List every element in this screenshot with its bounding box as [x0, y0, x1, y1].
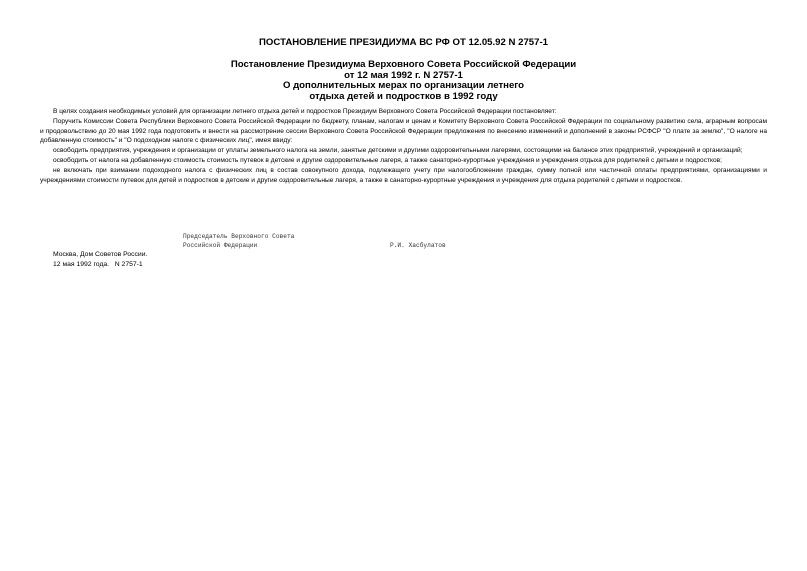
- resolution-subject-line-2: отдыха детей и подростков в 1992 году: [309, 90, 498, 102]
- document-body: [40, 107, 767, 185]
- document-title: ПОСТАНОВЛЕНИЕ ПРЕЗИДИУМА ВС РФ ОТ 12.05.92 N 2757-1: [259, 37, 548, 48]
- body-paragraph-income-tax: не включать при взимании подоходного налога с физических лиц в состав совокупного дохода, подлежащего учету при налогообложении граждан, сумму полной или частичной оплаты предприятиями, организациями и учреждениями стоимости путевок для детей и подростков в детские и другие оздоровительные лагеря, а также в санаторно-курортные учреждения и учреждения для отдыха родителей с детьми и подростков.: [40, 166, 767, 184]
- resolution-issuer: Постановление Президиума Верховного Совета Российской Федерации: [230, 59, 577, 70]
- signatory-title-line-1: Председатель Верховного Совета: [183, 233, 295, 240]
- signatory-name: Р.И. Хасбулатов: [390, 242, 446, 249]
- resolution-subject-line-1: О дополнительных мерах по организации летнего: [282, 80, 525, 91]
- body-paragraph-vat: освободить от налога на добавленную стоимость стоимость путевок в детские и другие оздоровительные лагеря, а также санаторно-курортные учреждения и учреждения отдыха для родителей с детьми и подростков;: [53, 156, 722, 164]
- body-paragraph-land-tax: освободить предприятия, учреждения и организации от уплаты земельного налога на земли, занятые детскими и другими оздоровительными лагерями, состоящими на балансе этих предприятий, учреждений и организаций;: [53, 147, 743, 155]
- body-paragraph-instruction: Поручить Комиссии Совета Республики Верховного Совета Российской Федерации по бюджету, планам, налогам и ценам и Комитету Верховного Совета Российской Федерации по социальному развитию села, аграрным вопросам и продовольствию до 20 мая 1992 года подготовить и внести на рассмотрение сессии Верховного Совета Российской Федерации предложения по внесению изменений и дополнений в законы РСФСР "О плате за землю", "О налоге на добавленную стоимость" и "О подоходном налоге с физических лиц", имея ввиду:: [40, 117, 767, 145]
- body-paragraph-preamble: В целях создания необходимых условий для организации летнего отдыха детей и подростков Президиум Верховного Совета Российской Федерации постановляет:: [53, 108, 557, 115]
- document-place: Москва, Дом Советов России.: [53, 251, 148, 258]
- document-date-number: 12 мая 1992 года. N 2757-1: [53, 261, 143, 268]
- signatory-title-line-2: Российской Федерации: [183, 242, 258, 249]
- resolution-date-number: от 12 мая 1992 г. N 2757-1: [344, 69, 463, 81]
